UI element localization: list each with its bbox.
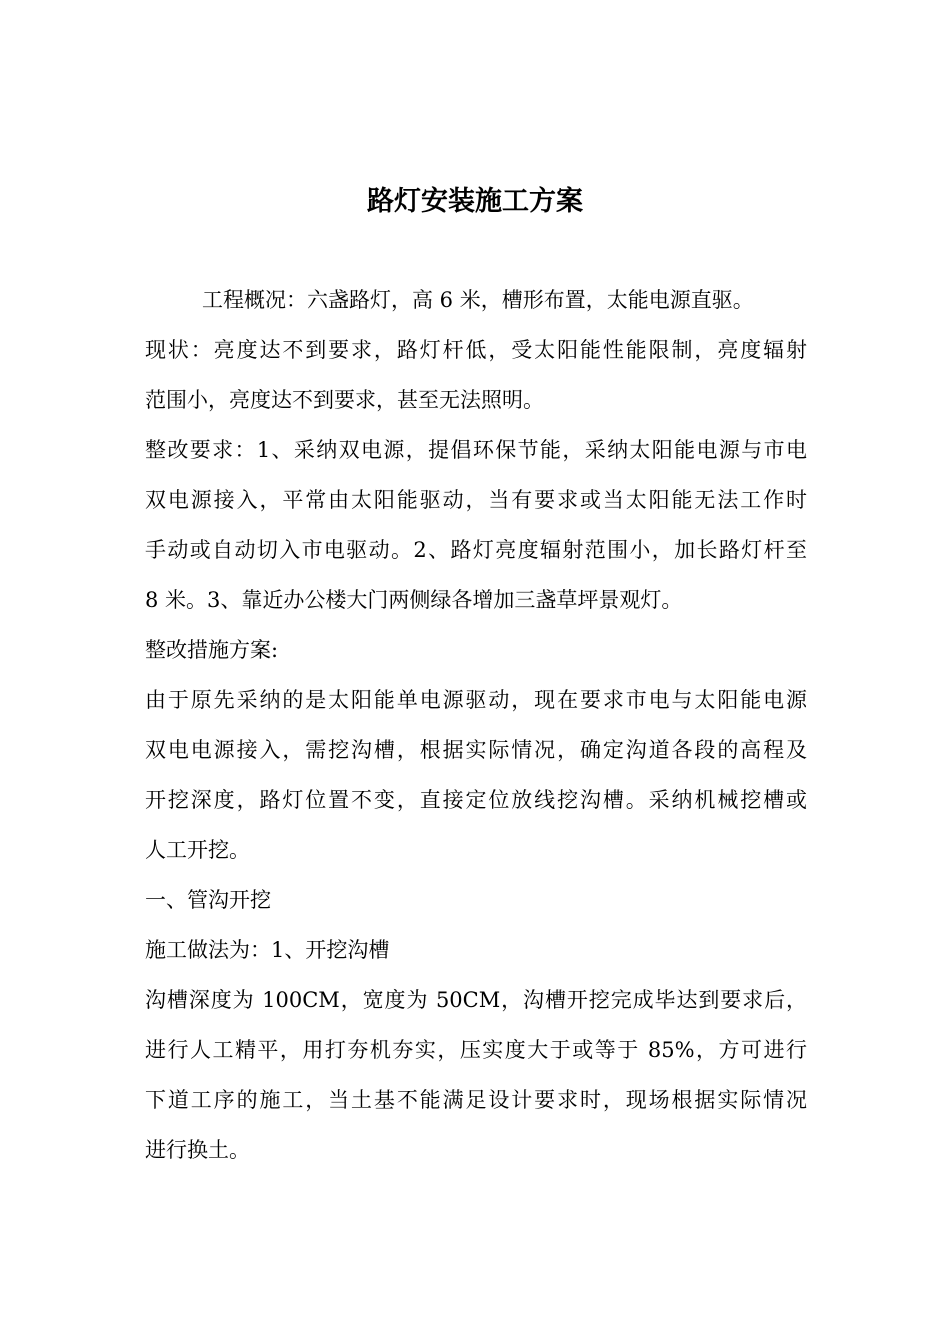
text-line: 8 米。3、靠近办公楼大门两侧绿各增加三盏草坪景观灯。 [145, 588, 683, 612]
text-line: 开挖深度，路灯位置不变，直接定位放线挖沟槽。采纳机械挖槽或 [145, 788, 807, 812]
document-body [145, 275, 807, 1175]
paragraph-project-overview: 工程概况：六盏路灯，高 6 米，槽形布置，太能电源直驱。 [202, 288, 754, 312]
text-line: 范围小，亮度达不到要求，甚至无法照明。 [145, 388, 544, 412]
text-line: 现状：亮度达不到要求，路灯杆低，受太阳能性能限制，亮度辐射 [145, 338, 807, 362]
subsection-heading: 施工做法为：1、开挖沟槽 [145, 938, 390, 962]
section-heading: 一、管沟开挖 [145, 888, 271, 912]
section-heading: 整改措施方案: [145, 638, 279, 662]
text-line: 沟槽深度为 100CM，宽度为 50CM，沟槽开挖完成毕达到要求后， [145, 988, 807, 1012]
text-line: 进行人工精平，用打夯机夯实，压实度大于或等于 85%，方可进行 [145, 1038, 807, 1062]
text-line: 双电源接入，平常由太阳能驱动，当有要求或当太阳能无法工作时 [145, 488, 807, 512]
text-line: 人工开挖。 [145, 838, 250, 862]
text-line: 下道工序的施工，当土基不能满足设计要求时，现场根据实际情况 [145, 1088, 807, 1112]
text-line: 进行换土。 [145, 1138, 250, 1162]
text-line: 双电电源接入，需挖沟槽，根据实际情况，确定沟道各段的高程及 [145, 738, 807, 762]
text-line: 由于原先采纳的是太阳能单电源驱动，现在要求市电与太阳能电源 [145, 688, 807, 712]
text-line: 手动或自动切入市电驱动。2、路灯亮度辐射范围小，加长路灯杆至 [145, 538, 807, 562]
document-title: 路灯安装施工方案 [367, 186, 583, 217]
text-line: 整改要求：1、采纳双电源，提倡环保节能，采纳太阳能电源与市电 [145, 438, 807, 462]
